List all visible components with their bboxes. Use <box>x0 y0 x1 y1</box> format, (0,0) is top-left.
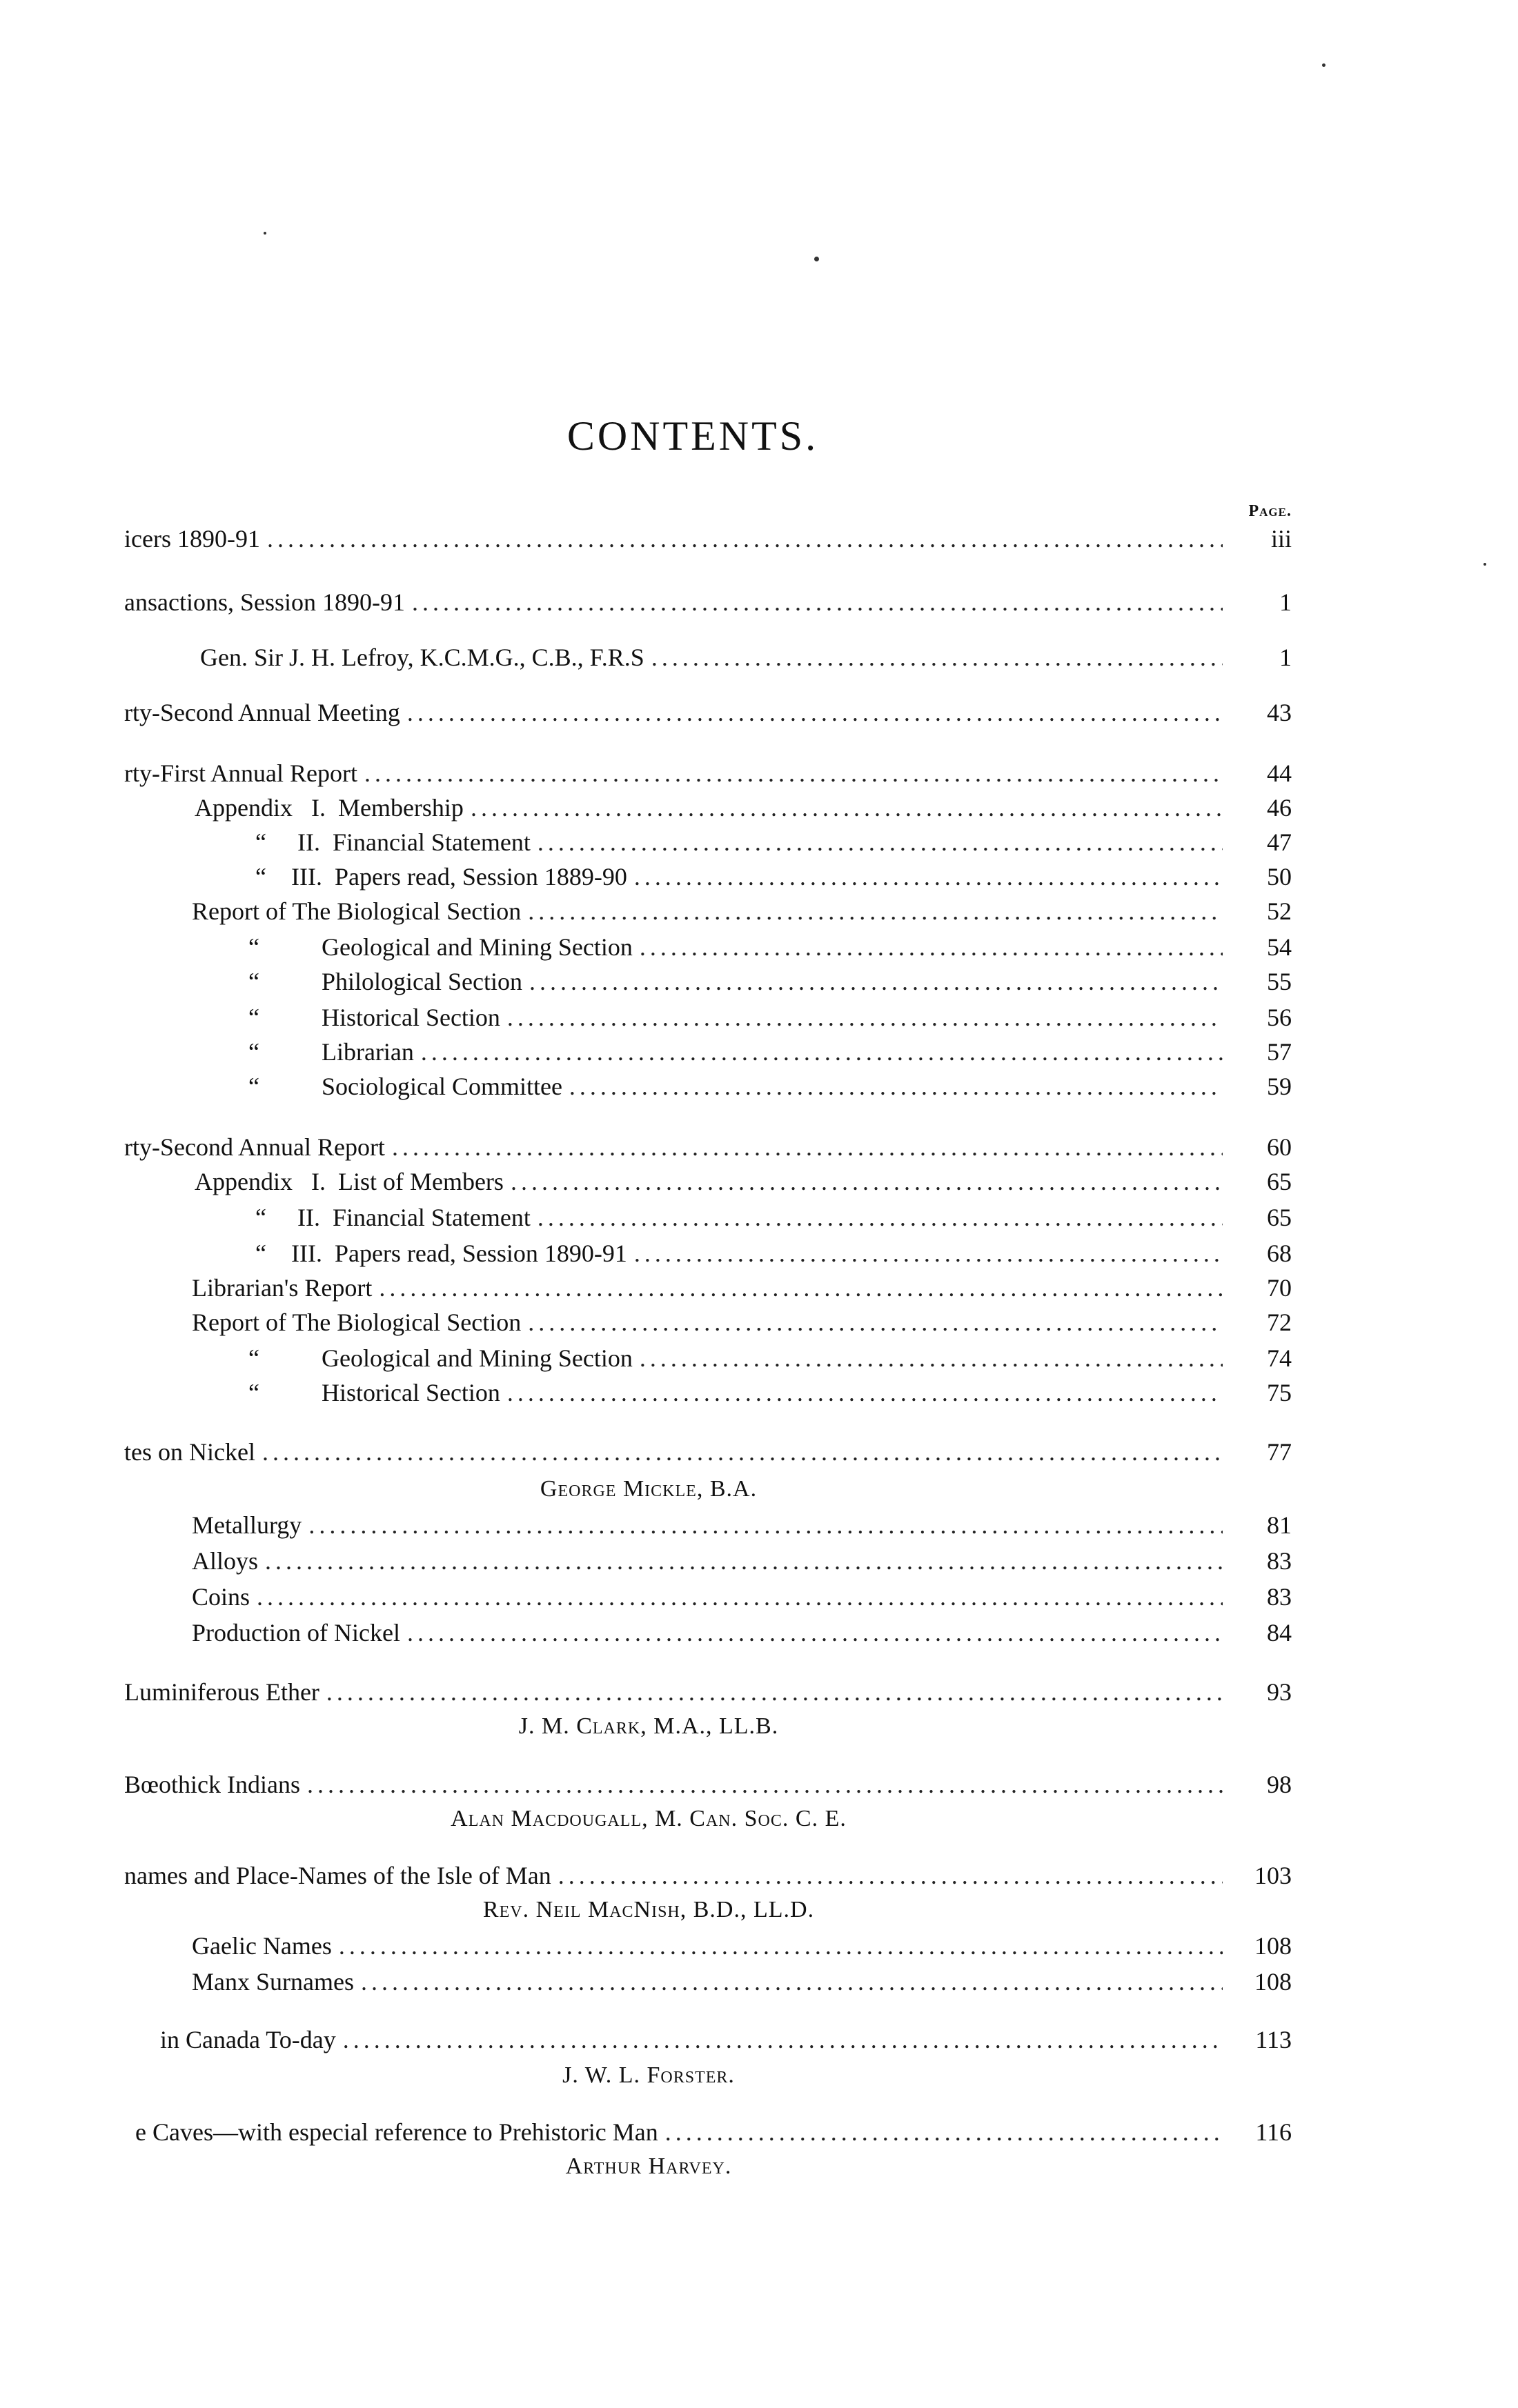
dot-leader <box>538 828 1223 857</box>
entry-title: Gaelic Names <box>192 1932 332 1960</box>
speck-3 <box>264 232 266 235</box>
toc-entry <box>0 1167 1297 1202</box>
dot-leader <box>361 1967 1223 1996</box>
page-column-header: Page. <box>1248 502 1292 520</box>
entry-page: 50 <box>1267 863 1292 890</box>
dot-leader <box>265 1546 1223 1575</box>
entry-title: Manx Surnames <box>192 1968 354 1996</box>
dot-leader <box>343 2025 1223 2054</box>
toc-entry <box>0 1678 1297 1712</box>
entry-title: Luminiferous Ether <box>124 1678 319 1706</box>
entry-page: 74 <box>1267 1344 1292 1372</box>
author-byline: Rev. Neil MacNish, B.D., LL.D. <box>482 1897 815 1922</box>
toc-entry <box>0 1344 1297 1378</box>
entry-page: 83 <box>1267 1547 1292 1575</box>
toc-entry <box>0 793 1297 828</box>
entry-page: 57 <box>1267 1038 1292 1066</box>
dot-leader <box>529 967 1223 996</box>
contents-title: CONTENTS. <box>566 413 819 459</box>
toc-entry <box>0 967 1297 1002</box>
entry-page: 1 <box>1279 588 1292 616</box>
entry-title: “ Sociological Committee <box>248 1073 562 1100</box>
entry-title: Bœothick Indians <box>124 1771 300 1798</box>
entry-page: 84 <box>1267 1619 1292 1646</box>
dot-leader <box>634 862 1223 891</box>
dot-leader <box>528 1308 1223 1337</box>
dot-leader <box>651 643 1223 672</box>
author-byline: J. M. Clark, M.A., LL.B. <box>518 1713 779 1739</box>
entry-page: 72 <box>1267 1309 1292 1336</box>
toc-entry <box>0 2118 1297 2152</box>
speck-1 <box>1322 63 1325 67</box>
entry-title: tes on Nickel <box>124 1438 255 1466</box>
entry-title: rty-First Annual Report <box>124 759 357 787</box>
entry-page: 65 <box>1267 1168 1292 1195</box>
toc-entry <box>0 828 1297 862</box>
dot-leader <box>407 1618 1223 1647</box>
entry-title: Report of The Biological Section <box>192 897 522 925</box>
dot-leader <box>558 1861 1223 1890</box>
entry-title: “ Librarian <box>248 1038 414 1066</box>
toc-entry <box>0 1239 1297 1273</box>
entry-page: 60 <box>1267 1133 1292 1161</box>
entry-page: 65 <box>1267 1204 1292 1231</box>
dot-leader <box>634 1239 1223 1268</box>
author-byline: Arthur Harvey. <box>565 2153 732 2179</box>
toc-entry <box>0 1273 1297 1308</box>
dot-leader <box>507 1003 1223 1032</box>
toc-entry <box>0 643 1297 677</box>
entry-title: rty-Second Annual Meeting <box>124 699 400 726</box>
entry-title: Report of The Biological Section <box>192 1309 522 1336</box>
entry-title: ansactions, Session 1890-91 <box>124 588 405 616</box>
entry-title: Gen. Sir J. H. Lefroy, K.C.M.G., C.B., F.R.S <box>200 644 644 671</box>
dot-leader <box>538 1203 1223 1232</box>
dot-leader <box>326 1678 1223 1707</box>
dot-leader <box>665 2118 1223 2147</box>
entry-page: 68 <box>1267 1240 1292 1267</box>
dot-leader <box>307 1770 1223 1799</box>
entry-page: 108 <box>1254 1932 1292 1960</box>
entry-title: “ II. Financial Statement <box>255 828 531 856</box>
entry-page: 44 <box>1267 759 1292 787</box>
dot-leader <box>471 793 1223 822</box>
entry-title: Production of Nickel <box>192 1619 400 1646</box>
entry-title: Alloys <box>192 1547 259 1575</box>
entry-page: 113 <box>1255 2026 1292 2053</box>
toc-entry <box>0 1437 1297 1472</box>
entry-page: 55 <box>1267 968 1292 995</box>
entry-page: 56 <box>1267 1004 1292 1031</box>
entry-title: “ II. Financial Statement <box>255 1204 531 1231</box>
entry-page: 83 <box>1267 1583 1292 1611</box>
toc-entry <box>0 1037 1297 1072</box>
toc-entry <box>0 1133 1297 1167</box>
entry-title: Coins <box>192 1583 250 1611</box>
dot-leader <box>364 759 1223 788</box>
dot-leader <box>640 933 1223 962</box>
toc-entry <box>0 897 1297 931</box>
entry-page: 47 <box>1267 828 1292 856</box>
toc-entry <box>0 1511 1297 1545</box>
toc-entry <box>0 1770 1297 1804</box>
entry-page: 1 <box>1279 644 1292 671</box>
entry-title: “ III. Papers read, Session 1890-91 <box>255 1240 627 1267</box>
speck-4 <box>1483 563 1486 566</box>
entry-title: “ Philological Section <box>248 968 522 995</box>
entry-page: 98 <box>1267 1771 1292 1798</box>
author-byline: J. W. L. Forster. <box>562 2062 735 2088</box>
dot-leader <box>412 588 1223 617</box>
entry-page: 116 <box>1255 2118 1292 2146</box>
entry-title: Appendix I. List of Members <box>195 1168 504 1195</box>
entry-title: e Caves—with especial reference to Prehistoric Man <box>135 2118 658 2146</box>
toc-entry <box>0 1072 1297 1106</box>
entry-page: 75 <box>1267 1379 1292 1406</box>
toc-entry <box>0 524 1297 559</box>
entry-title: in Canada To-day <box>160 2026 336 2053</box>
speck-2 <box>814 257 819 261</box>
entry-page: 54 <box>1267 933 1292 961</box>
entry-page: 46 <box>1267 794 1292 822</box>
toc-entry <box>0 2025 1297 2060</box>
toc-entry <box>0 1378 1297 1413</box>
toc-entry <box>0 933 1297 967</box>
toc-entry <box>0 1931 1297 1966</box>
dot-leader <box>507 1378 1223 1407</box>
author-byline: Alan Macdougall, M. Can. Soc. C. E. <box>451 1806 847 1831</box>
toc-entry <box>0 1861 1297 1895</box>
entry-page: 70 <box>1267 1274 1292 1302</box>
author-byline: George Mickle, B.A. <box>540 1476 758 1502</box>
entry-page: 59 <box>1267 1073 1292 1100</box>
entry-page: 108 <box>1254 1968 1292 1996</box>
entry-page: 81 <box>1267 1511 1292 1539</box>
dot-leader <box>421 1037 1223 1066</box>
dot-leader <box>308 1511 1223 1540</box>
dot-leader <box>392 1133 1223 1162</box>
entry-page: 103 <box>1254 1862 1292 1889</box>
entry-title: rty-Second Annual Report <box>124 1133 385 1161</box>
dot-leader <box>528 897 1223 926</box>
dot-leader <box>262 1437 1223 1466</box>
entry-page: iii <box>1270 525 1292 553</box>
entry-page: 93 <box>1267 1678 1292 1706</box>
dot-leader <box>267 524 1223 553</box>
dot-leader <box>640 1344 1223 1373</box>
entry-title: “ Geological and Mining Section <box>248 933 633 961</box>
toc-entry <box>0 1582 1297 1617</box>
entry-page: 77 <box>1267 1438 1292 1466</box>
entry-title: Metallurgy <box>192 1511 302 1539</box>
toc-entry <box>0 1203 1297 1237</box>
dot-leader <box>569 1072 1223 1101</box>
dot-leader <box>407 698 1223 727</box>
toc-entry <box>0 1618 1297 1653</box>
toc-entry <box>0 1967 1297 2002</box>
dot-leader <box>339 1931 1223 1960</box>
dot-leader <box>511 1167 1223 1196</box>
toc-entry <box>0 862 1297 897</box>
toc-entry <box>0 1308 1297 1342</box>
entry-title: icers 1890-91 <box>124 525 260 553</box>
entry-title: Librarian's Report <box>192 1274 373 1302</box>
toc-entry <box>0 1546 1297 1581</box>
entry-title: “ Historical Section <box>248 1379 500 1406</box>
entry-title: “ Historical Section <box>248 1004 500 1031</box>
toc-entry <box>0 759 1297 793</box>
entry-title: “ Geological and Mining Section <box>248 1344 633 1372</box>
entry-title: “ III. Papers read, Session 1889-90 <box>255 863 627 890</box>
entry-page: 52 <box>1267 897 1292 925</box>
entry-page: 43 <box>1267 699 1292 726</box>
toc-entry <box>0 698 1297 733</box>
toc-entry <box>0 1003 1297 1037</box>
dot-leader <box>257 1582 1223 1611</box>
entry-title: Appendix I. Membership <box>195 794 464 822</box>
entry-title: names and Place-Names of the Isle of Man <box>124 1862 551 1889</box>
toc-entry <box>0 588 1297 622</box>
dot-leader <box>379 1273 1223 1302</box>
